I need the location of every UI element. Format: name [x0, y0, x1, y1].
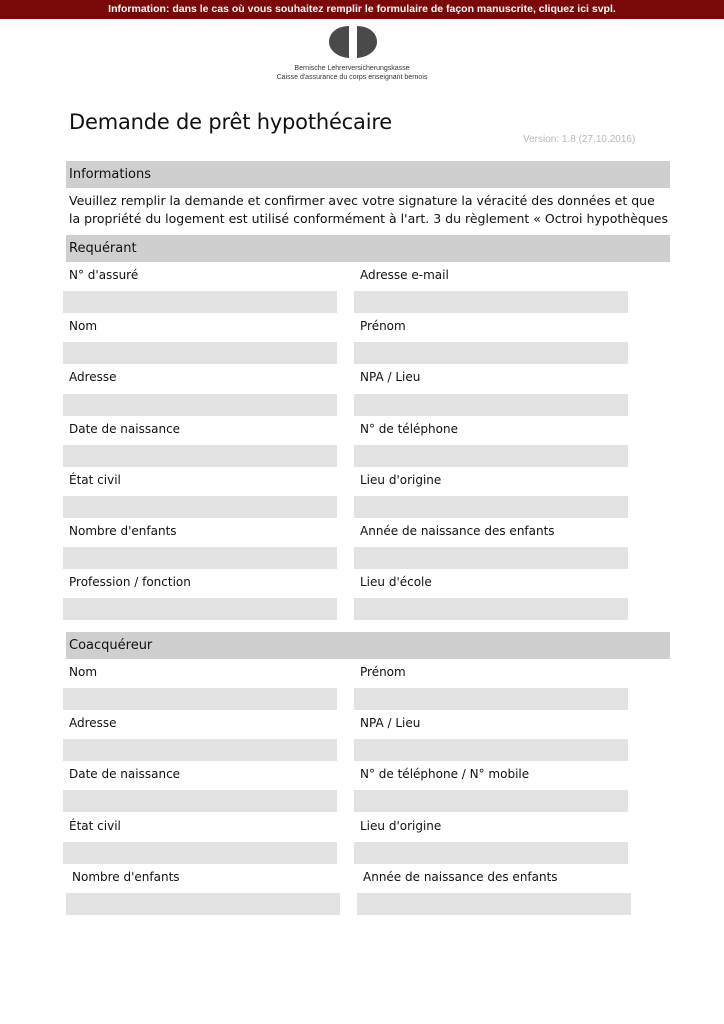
civil-status-field[interactable]	[63, 496, 337, 518]
organization-logo-icon	[327, 24, 379, 60]
co-last-name-field[interactable]	[63, 688, 337, 710]
field-label: Nombre d'enfants	[72, 870, 180, 884]
co-children-count-field[interactable]	[66, 893, 340, 915]
postcode-city-field[interactable]	[354, 394, 628, 416]
co-first-name-field[interactable]	[354, 688, 628, 710]
children-count-field[interactable]	[63, 547, 337, 569]
co-children-birth-years-field[interactable]	[357, 893, 631, 915]
co-place-of-origin-field[interactable]	[354, 842, 628, 864]
last-name-field[interactable]	[63, 342, 337, 364]
field-label: Lieu d'origine	[360, 473, 442, 487]
address-field[interactable]	[63, 394, 337, 416]
field-label: Adresse e-mail	[360, 268, 449, 282]
field-label: N° de téléphone / N° mobile	[360, 767, 530, 781]
field-label: NPA / Lieu	[360, 716, 421, 730]
organization-name-de: Bernische Lehrerversicherungskasse	[294, 65, 410, 72]
field-label: Adresse	[69, 370, 117, 384]
section-header-coacquereur: Coacquéreur	[66, 632, 670, 659]
handwritten-form-link-banner[interactable]: Information: dans le cas où vous souhaitez remplir le formulaire de façon manuscrite, cliquez ici svpl.	[0, 0, 724, 19]
field-label: Date de naissance	[69, 422, 181, 436]
field-label: Date de naissance	[69, 767, 181, 781]
field-label: N° de téléphone	[360, 422, 458, 436]
field-label: Lieu d'origine	[360, 819, 442, 833]
field-label: N° d'assuré	[69, 268, 139, 282]
co-address-field[interactable]	[63, 739, 337, 761]
field-label: NPA / Lieu	[360, 370, 421, 384]
phone-field[interactable]	[354, 445, 628, 467]
field-label: Profession / fonction	[69, 575, 191, 589]
email-field[interactable]	[354, 291, 628, 313]
field-label: Adresse	[69, 716, 117, 730]
version-label: Version: 1.8 (27.10.2016)	[523, 134, 636, 145]
organization-name-fr: Caisse d'assurance du corps enseignant bernois	[276, 74, 428, 81]
insured-number-field[interactable]	[63, 291, 337, 313]
profession-field[interactable]	[63, 598, 337, 620]
co-phone-mobile-field[interactable]	[354, 790, 628, 812]
birth-date-field[interactable]	[63, 445, 337, 467]
field-label: Année de naissance des enfants	[360, 524, 555, 538]
field-label: Nom	[69, 319, 98, 333]
first-name-field[interactable]	[354, 342, 628, 364]
section-header-requerant: Requérant	[66, 235, 670, 262]
field-label: Prénom	[360, 319, 406, 333]
field-label: Nombre d'enfants	[69, 524, 177, 538]
co-postcode-city-field[interactable]	[354, 739, 628, 761]
field-label: Lieu d'école	[360, 575, 432, 589]
field-label: Nom	[69, 665, 98, 679]
place-of-origin-field[interactable]	[354, 496, 628, 518]
co-civil-status-field[interactable]	[63, 842, 337, 864]
children-birth-years-field[interactable]	[354, 547, 628, 569]
field-label: Prénom	[360, 665, 406, 679]
field-label: État civil	[69, 473, 121, 487]
school-location-field[interactable]	[354, 598, 628, 620]
page-title: Demande de prêt hypothécaire	[69, 110, 393, 134]
section-header-informations: Informations	[66, 161, 670, 188]
info-paragraph: Veuillez remplir la demande et confirmer avec votre signature la véracité des données et que la propriété du logement est utilisé conformément à l'art. 3 du règlement « Octroi hypothèques	[69, 193, 668, 226]
field-label: État civil	[69, 819, 121, 833]
co-birth-date-field[interactable]	[63, 790, 337, 812]
field-label: Année de naissance des enfants	[363, 870, 558, 884]
